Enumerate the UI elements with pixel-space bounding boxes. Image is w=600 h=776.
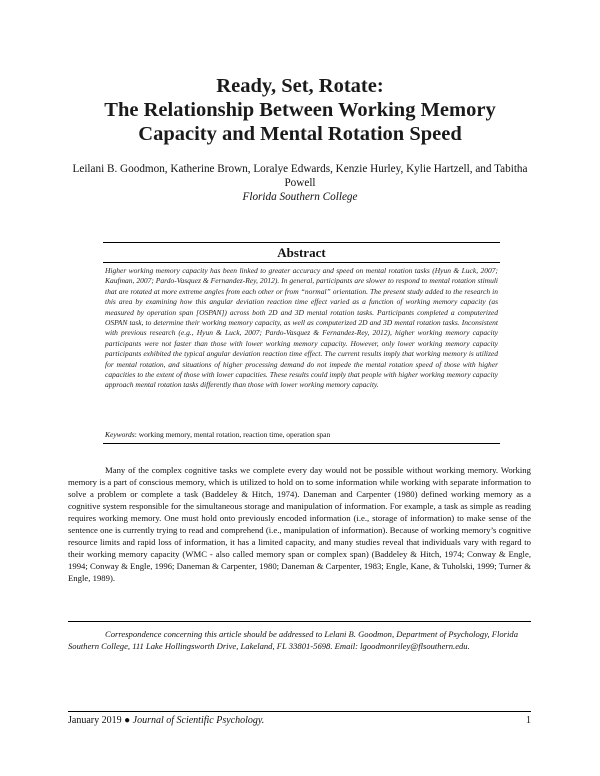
keywords-list: : working memory, mental rotation, reaction time, operation span bbox=[134, 430, 331, 439]
keywords-label: Keywords bbox=[105, 430, 135, 439]
abstract-top-rule bbox=[103, 242, 500, 243]
page-number: 1 bbox=[526, 715, 531, 726]
author-list: Leilani B. Goodmon, Katherine Brown, Loralye Edwards, Kenzie Hurley, Kylie Hartzell, and Tabitha Powell bbox=[72, 163, 528, 189]
paper-title bbox=[40, 74, 560, 146]
footer-journal: Journal of Scientific Psychology. bbox=[132, 715, 265, 726]
affiliation: Florida Southern College bbox=[242, 191, 358, 203]
intro-paragraph: Many of the complex cognitive tasks we complete every day would not be possible without working memory. Working memory is a part of conscious memory, which is utilized to hold on to some information while working with separate information to solve a problem or complete a task (Baddeley & Hitch, 1974). Daneman and Carpenter (1980) defined working memory as a cognitive system responsible for the simultaneous storage and manipulation of information. For example, a task as simple as reading requires working memory. One must hold onto previously encoded information (i.e., storage of information) to make sense of the sentence one is currently trying to read and comprehend (i.e., manipulation of information). Because of working memory’s cognitive resource limits and rapid loss of information, it has a limited capacity, and many studies reveal that individuals vary with regard to their working memory capacity (WMC - also called memory span or complex span) (Baddeley & Hitch, 1974; Conway & Engle, 1994; Conway & Engle, 1996; Daneman & Carpenter, 1980; Daneman & Carpenter, 1983; Engle, Kane, & Tuholski, 1999; Turner & Engle, 1989). bbox=[68, 465, 531, 584]
correspondence-rule bbox=[68, 621, 531, 622]
title-line-1: Ready, Set, Rotate: bbox=[216, 75, 384, 97]
keywords bbox=[105, 430, 498, 440]
page-footer bbox=[68, 715, 531, 727]
title-line-2: The Relationship Between Working Memory bbox=[104, 99, 496, 121]
abstract-text: Higher working memory capacity has been linked to greater accuracy and speed on mental rotation tasks (Hyun & Luck, 2007; Kaufman, 2007; Pardo-Vasquez & Fernandez-Rey, 2012). In general, participants are slower to respond to mental rotation stimuli that are rotated at more extreme angles from each other or from “normal” orientation. The present study added to the research in this area by examining how this angular deviation reaction time effect varied as a function of working memory capacity (as measured by operation span [OSPAN]) across both 2D and 3D mental rotation tasks. Participants completed a computerized OSPAN task, to determine their working memory capacity, as well as computerized 2D and 3D mental rotation tasks. Inconsistent with previous research (e.g., Hyun & Luck, 2007; Pardo-Vasquez & Fernandez-Rey, 2012), higher working memory capacity participants were not faster than those with lower working memory capacity. However, only lower working memory capacity participants exhibited the typical angular deviation reaction time effect. The current results imply that working memory is utilized for mental rotation, and situations of higher processing demand do not impede the mental rotation speed of those with higher capacities to the extent of those with lower capacities. These results could imply that people with higher working memory capacity approach mental rotation tasks differently than those with lower working memory capacity. bbox=[105, 266, 498, 390]
footer-date: January 2019 ● bbox=[68, 715, 133, 726]
correspondence-note: Correspondence concerning this article should be addressed to Lelani B. Goodmon, Department of Psychology, Florida Southern College, 111 Lake Hollingsworth Drive, Lakeland, FL 33801-5698. Email: lgoodmonriley@flsouthern.edu. bbox=[68, 629, 519, 651]
abstract-heading: Abstract bbox=[277, 245, 326, 260]
abstract-bottom-rule bbox=[103, 443, 500, 444]
abstract-heading-rule bbox=[103, 262, 500, 263]
title-line-3: Capacity and Mental Rotation Speed bbox=[138, 123, 462, 145]
footer-rule bbox=[68, 711, 531, 712]
